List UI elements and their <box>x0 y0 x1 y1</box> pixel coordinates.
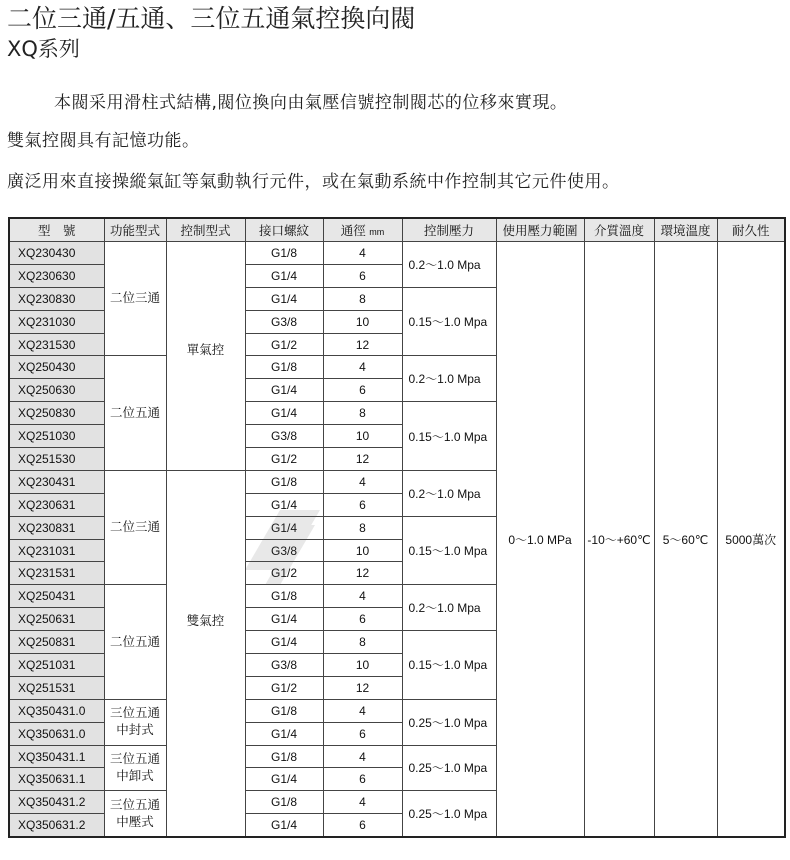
cell-ambient-temp: 5～60℃ <box>654 242 717 838</box>
cell-port: G1/2 <box>245 562 323 585</box>
header-durability: 耐久性 <box>717 218 785 242</box>
cell-model: XQ250431 <box>9 585 104 608</box>
cell-port: G1/8 <box>245 791 323 814</box>
description-paragraph: 本閥采用滑柱式結構,閥位換向由氣壓信號控制閥芯的位移來實現。 <box>54 93 568 113</box>
cell-model: XQ230431 <box>9 470 104 493</box>
cell-port: G3/8 <box>245 310 323 333</box>
cell-function: 三位五通 中卸式 <box>104 745 166 791</box>
cell-function: 二位三通 <box>104 242 166 356</box>
cell-bore: 4 <box>323 585 402 608</box>
cell-model: XQ250630 <box>9 379 104 402</box>
cell-function: 三位五通 中封式 <box>104 699 166 745</box>
cell-control-pressure: 0.25～1.0 Mpa <box>402 745 496 791</box>
cell-function: 二位五通 <box>104 356 166 470</box>
cell-model: XQ230430 <box>9 242 104 265</box>
cell-medium-temp: -10～+60℃ <box>584 242 654 838</box>
table-header-row <box>9 218 785 242</box>
cell-control-pressure: 0.2～1.0 Mpa <box>402 356 496 402</box>
cell-port: G1/4 <box>245 264 323 287</box>
cell-control-pressure: 0.2～1.0 Mpa <box>402 470 496 516</box>
cell-model: XQ251030 <box>9 425 104 448</box>
cell-model: XQ251031 <box>9 654 104 677</box>
cell-bore: 6 <box>323 722 402 745</box>
cell-model: XQ250831 <box>9 631 104 654</box>
header-bore-label: 通徑 <box>340 224 366 238</box>
header-control-type: 控制型式 <box>166 218 245 242</box>
cell-port: G1/8 <box>245 356 323 379</box>
spec-table <box>8 217 786 838</box>
cell-model: XQ250830 <box>9 402 104 425</box>
cell-model: XQ350431.1 <box>9 745 104 768</box>
cell-bore: 8 <box>323 287 402 310</box>
cell-bore: 10 <box>323 539 402 562</box>
cell-port: G1/2 <box>245 676 323 699</box>
header-control-pressure: 控制壓力 <box>402 218 496 242</box>
cell-control-pressure: 0.2～1.0 Mpa <box>402 585 496 631</box>
cell-bore: 6 <box>323 379 402 402</box>
cell-port: G1/4 <box>245 516 323 539</box>
cell-control-pressure: 0.15～1.0 Mpa <box>402 287 496 356</box>
cell-control-pressure: 0.15～1.0 Mpa <box>402 631 496 700</box>
header-bore-unit: mm <box>369 227 385 237</box>
cell-port: G1/8 <box>245 242 323 265</box>
cell-control-type: 雙氣控 <box>166 470 245 837</box>
cell-control-pressure: 0.25～1.0 Mpa <box>402 699 496 745</box>
cell-control-pressure: 0.2～1.0 Mpa <box>402 242 496 288</box>
cell-port: G1/8 <box>245 745 323 768</box>
cell-bore: 4 <box>323 699 402 722</box>
cell-port: G1/8 <box>245 699 323 722</box>
cell-bore: 10 <box>323 310 402 333</box>
cell-bore: 4 <box>323 791 402 814</box>
cell-function: 二位三通 <box>104 470 166 584</box>
header-working-pressure: 使用壓力範圍 <box>496 218 584 242</box>
cell-bore: 4 <box>323 242 402 265</box>
cell-port: G1/4 <box>245 631 323 654</box>
cell-function: 三位五通 中壓式 <box>104 791 166 837</box>
cell-model: XQ230830 <box>9 287 104 310</box>
cell-bore: 8 <box>323 402 402 425</box>
cell-model: XQ350631.1 <box>9 768 104 791</box>
cell-bore: 6 <box>323 768 402 791</box>
cell-model: XQ251530 <box>9 448 104 471</box>
header-bore <box>323 218 402 242</box>
header-port: 接口螺紋 <box>245 218 323 242</box>
cell-bore: 8 <box>323 631 402 654</box>
cell-model: XQ350431.0 <box>9 699 104 722</box>
cell-bore: 6 <box>323 814 402 837</box>
cell-control-pressure: 0.25～1.0 Mpa <box>402 791 496 837</box>
cell-model: XQ350631.0 <box>9 722 104 745</box>
cell-model: XQ230831 <box>9 516 104 539</box>
cell-bore: 8 <box>323 516 402 539</box>
cell-bore: 12 <box>323 333 402 356</box>
cell-port: G1/4 <box>245 287 323 310</box>
cell-bore: 4 <box>323 470 402 493</box>
header-ambient-temp: 環境溫度 <box>654 218 717 242</box>
header-medium-temp: 介質溫度 <box>584 218 654 242</box>
spec-table-container <box>8 217 784 838</box>
series-subtitle: XQ系列 <box>7 37 80 61</box>
cell-bore: 10 <box>323 654 402 677</box>
cell-port: G1/4 <box>245 608 323 631</box>
cell-port: G1/4 <box>245 768 323 791</box>
cell-bore: 6 <box>323 493 402 516</box>
page-title: 二位三通/五通、三位五通氣控換向閥 <box>7 4 416 33</box>
cell-port: G1/4 <box>245 402 323 425</box>
cell-model: XQ231031 <box>9 539 104 562</box>
table-body <box>9 242 785 838</box>
header-function: 功能型式 <box>104 218 166 242</box>
description-paragraph: 廣泛用來直接操縱氣缸等氣動執行元件，或在氣動系統中作控制其它元件使用。 <box>7 172 620 192</box>
cell-bore: 12 <box>323 676 402 699</box>
cell-model: XQ231531 <box>9 562 104 585</box>
cell-port: G1/2 <box>245 333 323 356</box>
cell-model: XQ350431.2 <box>9 791 104 814</box>
cell-model: XQ350631.2 <box>9 814 104 837</box>
cell-bore: 12 <box>323 448 402 471</box>
cell-bore: 6 <box>323 608 402 631</box>
table-row <box>9 242 785 265</box>
cell-port: G1/8 <box>245 585 323 608</box>
cell-bore: 4 <box>323 745 402 768</box>
cell-model: XQ231030 <box>9 310 104 333</box>
cell-port: G3/8 <box>245 539 323 562</box>
cell-bore: 4 <box>323 356 402 379</box>
cell-port: G1/8 <box>245 470 323 493</box>
cell-port: G1/4 <box>245 814 323 837</box>
cell-bore: 10 <box>323 425 402 448</box>
cell-port: G1/4 <box>245 493 323 516</box>
cell-bore: 12 <box>323 562 402 585</box>
cell-bore: 6 <box>323 264 402 287</box>
cell-model: XQ250631 <box>9 608 104 631</box>
cell-model: XQ230631 <box>9 493 104 516</box>
cell-function: 二位五通 <box>104 585 166 699</box>
cell-control-pressure: 0.15～1.0 Mpa <box>402 402 496 471</box>
header-model: 型 號 <box>9 218 104 242</box>
cell-control-type: 單氣控 <box>166 242 245 471</box>
cell-port: G1/4 <box>245 722 323 745</box>
description-paragraph: 雙氣控閥具有記憶功能。 <box>7 131 200 151</box>
cell-model: XQ230630 <box>9 264 104 287</box>
cell-model: XQ250430 <box>9 356 104 379</box>
cell-control-pressure: 0.15～1.0 Mpa <box>402 516 496 585</box>
cell-port: G3/8 <box>245 654 323 677</box>
cell-port: G1/4 <box>245 379 323 402</box>
cell-model: XQ231530 <box>9 333 104 356</box>
cell-durability: 5000萬次 <box>717 242 785 838</box>
cell-port: G3/8 <box>245 425 323 448</box>
cell-port: G1/2 <box>245 448 323 471</box>
cell-model: XQ251531 <box>9 676 104 699</box>
cell-working-pressure: 0～1.0 MPa <box>496 242 584 838</box>
